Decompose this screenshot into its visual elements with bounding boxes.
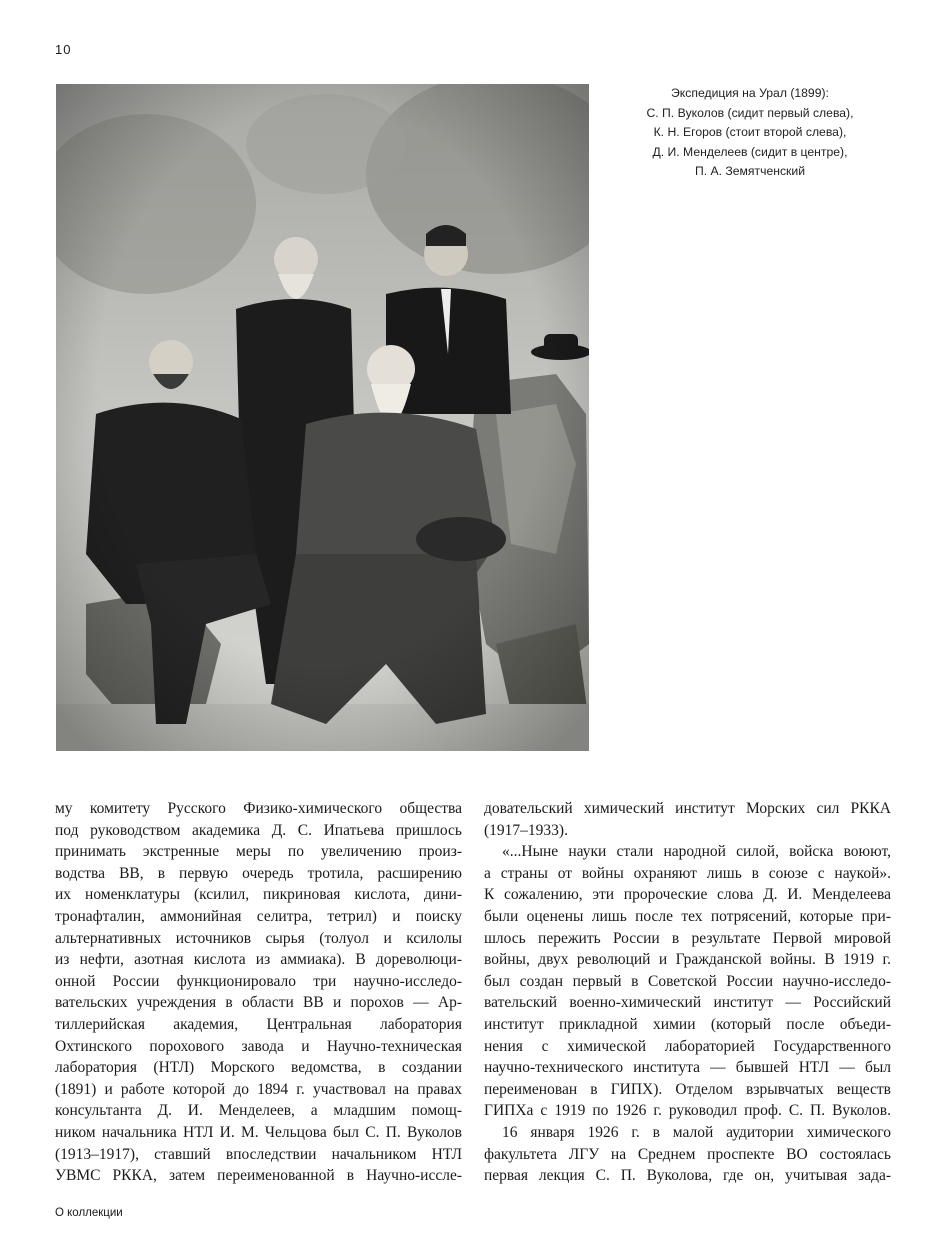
text-line: их номенклатуры (ксилил, пикриновая кислота, дини- [55,886,462,904]
caption-line: К. Н. Егоров (стоит второй слева), [653,125,847,139]
text-line: УВМС РККА, затем переименованной в Научно-иссле- [55,1167,462,1185]
text-line: институт прикладной химии (который после объеди- [484,1015,891,1033]
text-line: 16 января 1926 г. в малой аудитории химического [502,1123,891,1141]
text-line: шлось пережить России в результате Первой мировой [484,929,891,947]
text-line: вательский военно-химический институт — Российский [484,994,891,1012]
text-line: тронафталин, аммонийная селитра, тетрил) и поиску [55,907,462,925]
text-line: довательский химический институт Морских сил РККА [484,800,891,817]
text-line: переименован в ГИПХ). Отделом взрывчатых веществ [484,1080,891,1098]
text-line: под руководством академика Д. С. Ипатьева пришлось [55,821,462,839]
caption-line: П. А. Земятченский [694,164,806,178]
photo-illustration [56,84,589,751]
text-line: вательских учреждения в области ВВ и порохов — Ар- [55,994,462,1012]
text-line: тиллерийская академия, Центральная лаборатория [55,1015,462,1033]
text-line: войны, двух революций и Гражданской войны. В 1919 г. [484,951,891,969]
photo-caption [605,84,895,182]
text-line: первая лекция С. П. Вуколова, где он, учитывая зада- [484,1167,891,1185]
text-line: К сожалению, эти пророческие слова Д. И. Менделеева [484,886,891,904]
right-text-column [484,798,891,1187]
caption-line: Д. И. Менделеев (сидит в центре), [652,144,848,159]
text-line: а страны от войны охраняют лишь в союзе с наукой». [484,864,891,882]
text-line: лаборатория (НТЛ) Морского ведомства, в создании [55,1059,462,1077]
text-line: альтернативных источников сырья (толуол и ксилолы [55,929,462,947]
text-line: Охтинского порохового завода и Научно-техническая [55,1037,462,1055]
text-line: (1913–1917), ставший впоследствии начальником НТЛ [55,1145,462,1163]
page-number: 10 [55,42,72,57]
text-line: из нефти, азотная кислота из аммиака). В дореволюци- [55,951,462,969]
text-line: «...Ныне науки стали народной силой, войска воюют, [502,843,891,861]
historical-group-photo [56,84,589,751]
text-line: принимать экстренные меры по увеличению произ- [55,843,462,861]
left-text-column [55,798,462,1187]
text-line: факультета ЛГУ на Среднем проспекте ВО состоялась [484,1145,891,1163]
caption-line: Экспедиция на Урал (1899): [671,86,829,100]
text-line: ГИПХа с 1919 по 1926 г. руководил проф. С. П. Вуколов. [484,1102,891,1120]
text-line: (1917–1933). [484,821,568,839]
text-line: му комитету Русского Физико-химического общества [55,800,462,817]
text-line: консультанта Д. И. Менделеев, а младшим помощ- [55,1102,462,1120]
text-line: нения с химической лабораторией Государственного [484,1037,891,1055]
running-footer: О коллекции [55,1207,123,1219]
text-line: научно-технического института — бывшей НТЛ — был [484,1059,891,1077]
text-line: онной России функционировало три научно-исследо- [55,972,462,990]
text-line: (1891) и работе которой до 1894 г. участвовал на правах [55,1080,462,1098]
text-line: был создан первый в Советской России научно-исследо- [484,972,891,990]
caption-line: С. П. Вуколов (сидит первый слева), [646,105,854,120]
text-line: были оценены лишь после тех потрясений, которые при- [484,907,891,925]
text-line: ником начальника НТЛ И. М. Чельцова был С. П. Вуколов [55,1123,462,1141]
text-line: водства ВВ, в первую очередь тротила, расширению [55,864,462,882]
